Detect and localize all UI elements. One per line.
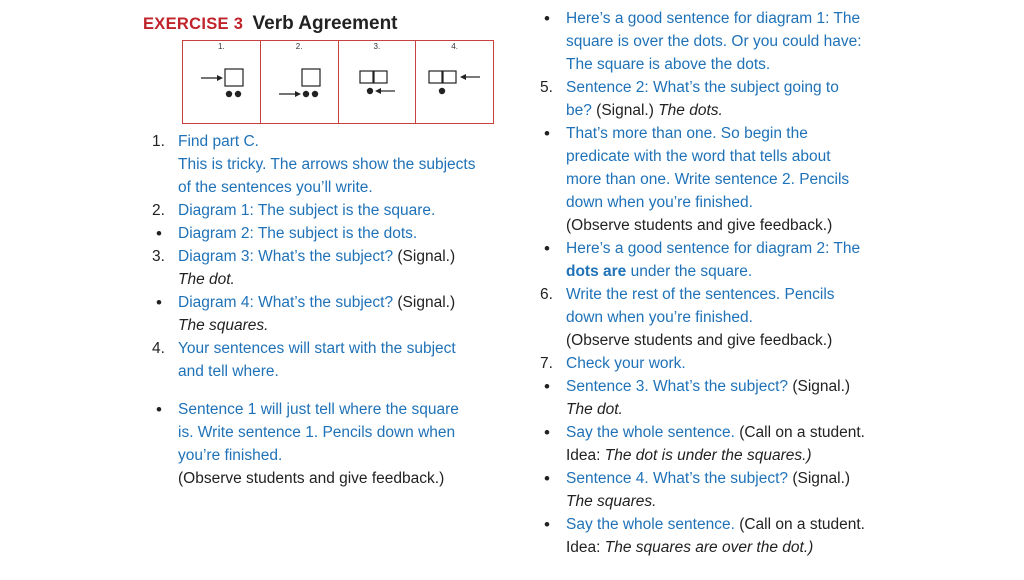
step-number: 7. bbox=[540, 355, 553, 372]
text-run: Here’s a good sentence for diagram 1: The bbox=[566, 10, 861, 27]
bullet-marker: • bbox=[544, 9, 550, 28]
text-run: down when you’re finished. bbox=[566, 309, 753, 326]
text-run: The squares. bbox=[178, 317, 269, 334]
text-line bbox=[566, 76, 930, 99]
text-run: The dot. bbox=[566, 401, 623, 418]
text-run: (Signal.) bbox=[393, 248, 456, 265]
dot-shape bbox=[303, 91, 309, 97]
text-line bbox=[178, 444, 502, 467]
text-run: The squares. bbox=[566, 493, 657, 510]
exercise-number: EXERCISE 3 bbox=[143, 15, 244, 33]
spacer bbox=[152, 383, 502, 398]
text-line bbox=[178, 467, 502, 490]
square-shape bbox=[360, 71, 373, 83]
text-run: Write the rest of the sentences. Pencils bbox=[566, 286, 835, 303]
text-line bbox=[566, 30, 930, 53]
text-line bbox=[566, 306, 930, 329]
text-line bbox=[566, 467, 930, 490]
text-run: Your sentences will start with the subject bbox=[178, 340, 456, 357]
diagram-1-figure bbox=[183, 41, 260, 125]
text-line bbox=[178, 153, 502, 176]
text-run: of the sentences you’ll write. bbox=[178, 179, 373, 196]
text-run: you’re finished. bbox=[178, 447, 283, 464]
exercise-heading bbox=[143, 12, 398, 36]
text-run: more than one. Write sentence 2. Pencils bbox=[566, 171, 850, 188]
text-run: (Signal.) bbox=[788, 470, 851, 487]
list-item bbox=[540, 76, 930, 122]
dot-shape bbox=[226, 91, 232, 97]
list-item bbox=[540, 421, 930, 467]
bullet-marker: • bbox=[156, 400, 162, 419]
list-item bbox=[540, 283, 930, 352]
text-line bbox=[566, 283, 930, 306]
text-line bbox=[566, 214, 930, 237]
diagram-3-figure bbox=[339, 41, 416, 125]
list-item bbox=[540, 7, 930, 76]
list-item bbox=[152, 398, 502, 490]
text-run: (Signal.) bbox=[788, 378, 851, 395]
text-line bbox=[566, 490, 930, 513]
text-line bbox=[566, 53, 930, 76]
text-line bbox=[178, 360, 502, 383]
bullet-marker: • bbox=[156, 224, 162, 243]
text-run: Say the whole sentence. bbox=[566, 424, 735, 441]
text-run: The square is above the dots. bbox=[566, 56, 771, 73]
text-run: Sentence 2: What’s the subject going to bbox=[566, 79, 839, 96]
step-number: 3. bbox=[152, 248, 165, 265]
text-run: (Call on a student. bbox=[734, 516, 865, 533]
text-line bbox=[566, 375, 930, 398]
list-item bbox=[540, 375, 930, 421]
text-run: (Observe students and give feedback.) bbox=[178, 470, 445, 487]
text-run: The squares are over the dot.) bbox=[604, 539, 814, 556]
arrowhead-icon bbox=[460, 74, 466, 80]
text-run: Diagram 2: The subject is the dots. bbox=[178, 225, 418, 242]
text-line bbox=[178, 245, 502, 268]
bullet-marker: • bbox=[544, 239, 550, 258]
text-run: predicate with the word that tells about bbox=[566, 148, 831, 165]
text-run: and tell where. bbox=[178, 363, 279, 380]
text-run: dots are bbox=[566, 263, 627, 280]
text-run: Diagram 1: The subject is the square. bbox=[178, 202, 436, 219]
exercise-title: Verb Agreement bbox=[252, 13, 398, 34]
left-column bbox=[152, 130, 502, 490]
list-item bbox=[540, 122, 930, 237]
dot-shape bbox=[312, 91, 318, 97]
text-run: That’s more than one. So begin the bbox=[566, 125, 808, 142]
diagram-label-3: 3. bbox=[373, 42, 381, 51]
list-item bbox=[152, 130, 502, 199]
list-item bbox=[152, 337, 502, 383]
diagram-label-1: 1. bbox=[218, 42, 225, 51]
text-line bbox=[566, 513, 930, 536]
text-run: be? bbox=[566, 102, 592, 119]
text-line bbox=[566, 99, 930, 122]
list-item bbox=[152, 199, 502, 222]
text-run: (Call on a student. bbox=[734, 424, 865, 441]
text-line bbox=[566, 7, 930, 30]
text-line bbox=[566, 329, 930, 352]
square-shape bbox=[302, 69, 320, 86]
text-run: Diagram 3: What’s the subject? bbox=[178, 248, 394, 265]
bullet-marker: • bbox=[544, 469, 550, 488]
dot-shape bbox=[439, 88, 445, 94]
text-run: Sentence 4. What’s the subject? bbox=[566, 470, 789, 487]
right-column bbox=[540, 7, 930, 559]
diagram-label-2: 2. bbox=[295, 42, 303, 51]
text-run: (Observe students and give feedback.) bbox=[566, 332, 833, 349]
arrowhead-icon bbox=[295, 91, 301, 97]
text-run: Find part C. bbox=[178, 133, 259, 150]
text-line bbox=[566, 352, 930, 375]
square-shape bbox=[443, 71, 456, 83]
text-line bbox=[178, 421, 502, 444]
text-line bbox=[566, 122, 930, 145]
list-item bbox=[152, 245, 502, 291]
text-run: Sentence 3. What’s the subject? bbox=[566, 378, 789, 395]
text-line bbox=[566, 191, 930, 214]
diagram-4-figure bbox=[416, 41, 493, 125]
diagram-cell-4 bbox=[416, 41, 493, 123]
list-item bbox=[152, 291, 502, 337]
arrowhead-icon bbox=[217, 75, 223, 81]
text-run: The dots. bbox=[658, 102, 723, 119]
text-run: Diagram 4: What’s the subject? bbox=[178, 294, 394, 311]
square-shape bbox=[225, 69, 243, 86]
text-run: Idea: bbox=[566, 447, 605, 464]
text-line bbox=[566, 421, 930, 444]
text-run: under the square. bbox=[626, 263, 753, 280]
text-line bbox=[178, 130, 502, 153]
text-line bbox=[566, 168, 930, 191]
diagram-cell-1 bbox=[183, 41, 261, 123]
text-run: (Observe students and give feedback.) bbox=[566, 217, 833, 234]
text-line bbox=[566, 237, 930, 260]
text-run: (Signal.) bbox=[591, 102, 659, 119]
text-line bbox=[566, 260, 930, 283]
diagram-panel bbox=[182, 40, 494, 124]
list-item bbox=[152, 222, 502, 245]
arrowhead-icon bbox=[375, 88, 381, 94]
list-item bbox=[540, 467, 930, 513]
text-line bbox=[178, 291, 502, 314]
step-number: 1. bbox=[152, 133, 165, 150]
diagram-cell-2 bbox=[261, 41, 339, 123]
text-run: is. Write sentence 1. Pencils down when bbox=[178, 424, 456, 441]
square-shape bbox=[374, 71, 387, 83]
text-line bbox=[566, 444, 930, 467]
diagram-cell-3 bbox=[339, 41, 417, 123]
diagram-label-4: 4. bbox=[451, 42, 458, 51]
text-run: Here’s a good sentence for diagram 2: The bbox=[566, 240, 861, 257]
text-line bbox=[178, 199, 502, 222]
text-line bbox=[566, 145, 930, 168]
text-line bbox=[178, 176, 502, 199]
text-line bbox=[178, 222, 502, 245]
diagram-2-figure bbox=[261, 41, 338, 125]
text-line bbox=[178, 268, 502, 291]
text-line bbox=[566, 398, 930, 421]
text-line bbox=[178, 398, 502, 421]
text-line bbox=[178, 314, 502, 337]
text-line bbox=[566, 536, 930, 559]
list-item bbox=[540, 237, 930, 283]
text-run: (Signal.) bbox=[393, 294, 456, 311]
step-number: 5. bbox=[540, 79, 553, 96]
step-number: 6. bbox=[540, 286, 553, 303]
bullet-marker: • bbox=[544, 377, 550, 396]
square-shape bbox=[429, 71, 442, 83]
bullet-marker: • bbox=[544, 423, 550, 442]
bullet-marker: • bbox=[544, 515, 550, 534]
bullet-marker: • bbox=[544, 124, 550, 143]
bullet-marker: • bbox=[156, 293, 162, 312]
text-run: Sentence 1 will just tell where the square bbox=[178, 401, 459, 418]
dot-shape bbox=[235, 91, 241, 97]
text-run: Check your work. bbox=[566, 355, 686, 372]
list-item bbox=[540, 513, 930, 559]
list-item bbox=[540, 352, 930, 375]
text-line bbox=[178, 337, 502, 360]
text-run: The dot is under the squares.) bbox=[604, 447, 812, 464]
text-run: down when you’re finished. bbox=[566, 194, 753, 211]
text-run: This is tricky. The arrows show the subjects bbox=[178, 156, 476, 173]
dot-shape bbox=[366, 88, 372, 94]
text-run: square is over the dots. Or you could have: bbox=[566, 33, 862, 50]
step-number: 2. bbox=[152, 202, 165, 219]
text-run: Idea: bbox=[566, 539, 605, 556]
text-run: The dot. bbox=[178, 271, 235, 288]
text-run: Say the whole sentence. bbox=[566, 516, 735, 533]
step-number: 4. bbox=[152, 340, 165, 357]
